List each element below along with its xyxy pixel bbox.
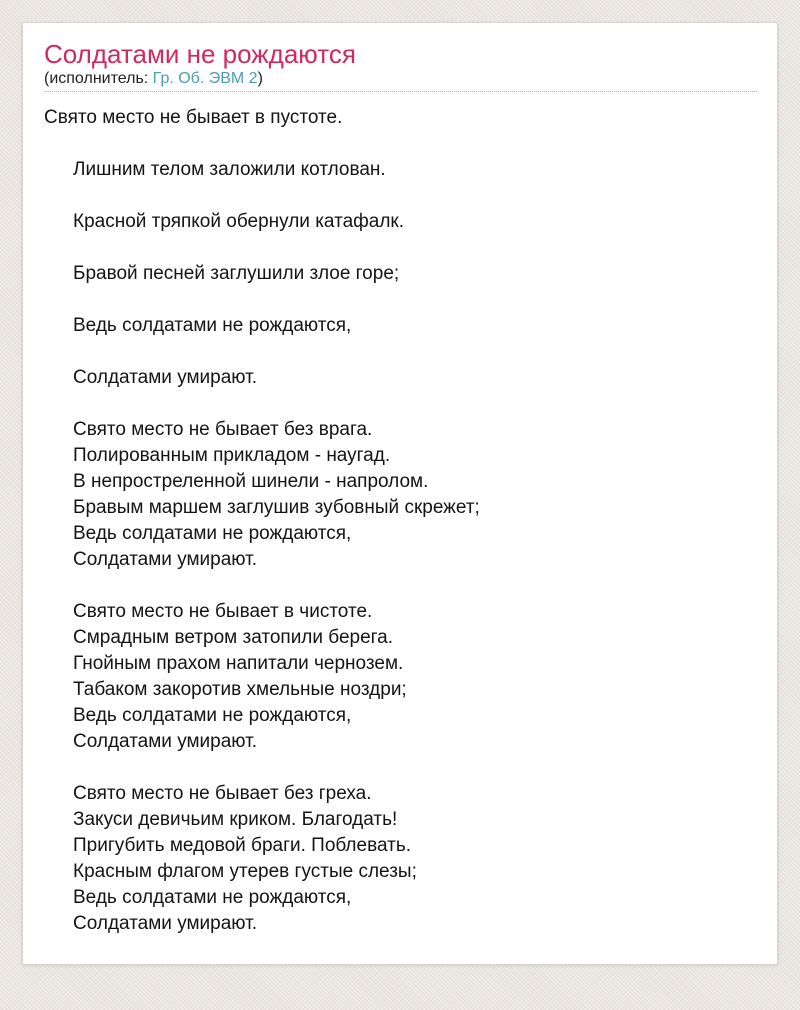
lyric-line: Закуси девичьим криком. Благодать! xyxy=(73,809,398,830)
stanza xyxy=(44,781,757,937)
song-header xyxy=(44,39,757,92)
lyric-line: Свято место не бывает без греха. xyxy=(73,783,372,804)
lyric-line: Бравой песней заглушили злое горе; xyxy=(73,263,400,284)
lyric-line: Свято место не бывает без врага. xyxy=(73,419,373,440)
lyric-line: Полированным прикладом - наугад. xyxy=(73,445,391,466)
stanza xyxy=(44,105,757,131)
content-card xyxy=(22,22,778,965)
lyric-line: В непростреленной шинели - напролом. xyxy=(73,471,429,492)
artist-link[interactable]: Гр. Об. ЭВМ 2 xyxy=(152,70,258,87)
lyric-line: Свято место не бывает в чистоте. xyxy=(73,601,373,622)
lyric-line: Гнойным прахом напитали чернозем. xyxy=(73,653,404,674)
lyrics xyxy=(44,105,757,937)
lyric-line: Смрадным ветром затопили берега. xyxy=(73,627,394,648)
lyric-line: Ведь солдатами не рождаются, xyxy=(73,315,352,336)
lyric-line: Лишним телом заложили котлован. xyxy=(73,159,386,180)
lyric-line: Свято место не бывает в пустоте. xyxy=(44,107,343,128)
page-background xyxy=(0,22,800,1010)
lyric-line: Табаком закоротив хмельные ноздри; xyxy=(73,679,407,700)
stanza xyxy=(44,157,757,391)
lyric-line: Пригубить медовой браги. Поблевать. xyxy=(73,835,411,856)
artist-line xyxy=(44,69,757,89)
lyric-line: Бравым маршем заглушив зубовный скрежет; xyxy=(73,497,480,518)
lyric-line: Ведь солдатами не рождаются, xyxy=(73,887,352,908)
lyric-line: Ведь солдатами не рождаются, xyxy=(73,705,352,726)
stanza xyxy=(44,599,757,755)
lyric-line: Красной тряпкой обернули катафалк. xyxy=(73,211,405,232)
song-title: Солдатами не рождаются xyxy=(44,39,356,69)
stanza xyxy=(44,417,757,573)
lyric-line: Солдатами умирают. xyxy=(73,549,258,570)
lyric-line: Солдатами умирают. xyxy=(73,367,258,388)
lyric-line: Солдатами умирают. xyxy=(73,913,258,934)
lyric-line: Солдатами умирают. xyxy=(73,731,258,752)
lyric-line: Ведь солдатами не рождаются, xyxy=(73,523,352,544)
lyric-line: Красным флагом утерев густые слезы; xyxy=(73,861,417,882)
artist-label-prefix: (исполнитель: xyxy=(44,70,153,87)
artist-label-suffix: ) xyxy=(257,70,263,87)
